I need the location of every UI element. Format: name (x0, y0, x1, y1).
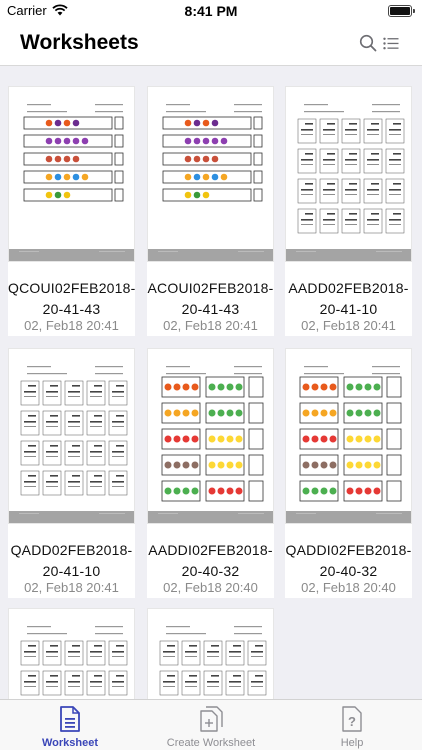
search-icon[interactable] (359, 34, 377, 52)
status-time: 8:41 PM (184, 3, 238, 19)
status-bar (0, 0, 422, 22)
worksheet-name: QADDI02FEB2018-20-40-32 (285, 542, 412, 579)
worksheet-preview (9, 349, 135, 524)
worksheet-card[interactable] (8, 348, 135, 598)
svg-text:?: ? (348, 714, 356, 729)
worksheet-thumbnail (285, 348, 412, 524)
document-icon (59, 706, 81, 732)
worksheet-card[interactable] (8, 86, 135, 336)
help-icon (341, 706, 363, 732)
worksheet-thumbnail (147, 348, 274, 524)
tab-create-worksheet[interactable] (141, 700, 281, 751)
tab-help[interactable] (282, 700, 422, 751)
worksheet-name: AADD02FEB2018-20-41-10 (288, 280, 409, 317)
worksheet-preview (9, 87, 135, 262)
worksheet-grid (0, 66, 422, 699)
tab-label: Create Worksheet (166, 737, 256, 749)
worksheet-name: AADDI02FEB2018-20-40-32 (148, 542, 273, 579)
nav-header (0, 22, 422, 66)
worksheet-card[interactable] (8, 608, 135, 699)
battery-icon (388, 5, 412, 17)
worksheet-thumbnail (147, 86, 274, 262)
worksheet-preview (148, 349, 274, 524)
worksheet-card[interactable] (147, 608, 274, 699)
page-title: Worksheets (20, 31, 139, 54)
worksheet-thumbnail (8, 86, 135, 262)
worksheet-date: 02, Feb18 20:41 (163, 318, 258, 333)
worksheet-card[interactable] (285, 86, 412, 336)
worksheet-date: 02, Feb18 20:40 (163, 580, 258, 595)
worksheet-thumbnail (8, 348, 135, 524)
worksheet-date: 02, Feb18 20:41 (24, 318, 119, 333)
worksheet-thumbnail (285, 86, 412, 262)
worksheet-preview (286, 349, 412, 524)
worksheet-card[interactable] (147, 348, 274, 598)
worksheet-thumbnail (147, 608, 274, 699)
worksheet-name: QCOUI02FEB2018-20-41-43 (8, 280, 136, 317)
list-icon[interactable] (383, 37, 399, 50)
worksheet-preview (148, 87, 274, 262)
worksheet-date: 02, Feb18 20:41 (24, 580, 119, 595)
worksheet-card[interactable] (147, 86, 274, 336)
worksheet-preview (286, 87, 412, 262)
worksheet-card[interactable] (285, 348, 412, 598)
worksheet-thumbnail (8, 608, 135, 699)
worksheet-date: 02, Feb18 20:40 (301, 580, 396, 595)
tab-bar (0, 699, 422, 750)
tab-label: Help (340, 737, 364, 749)
worksheet-name: ACOUI02FEB2018-20-41-43 (147, 280, 274, 317)
tab-worksheet[interactable] (0, 700, 140, 751)
create-document-icon (200, 706, 224, 732)
worksheet-date: 02, Feb18 20:41 (301, 318, 396, 333)
carrier-label: Carrier (7, 3, 47, 18)
worksheet-preview (9, 609, 135, 699)
worksheet-name: QADD02FEB2018-20-41-10 (10, 542, 133, 579)
worksheet-preview (148, 609, 274, 699)
tab-label: Worksheet (41, 737, 99, 749)
